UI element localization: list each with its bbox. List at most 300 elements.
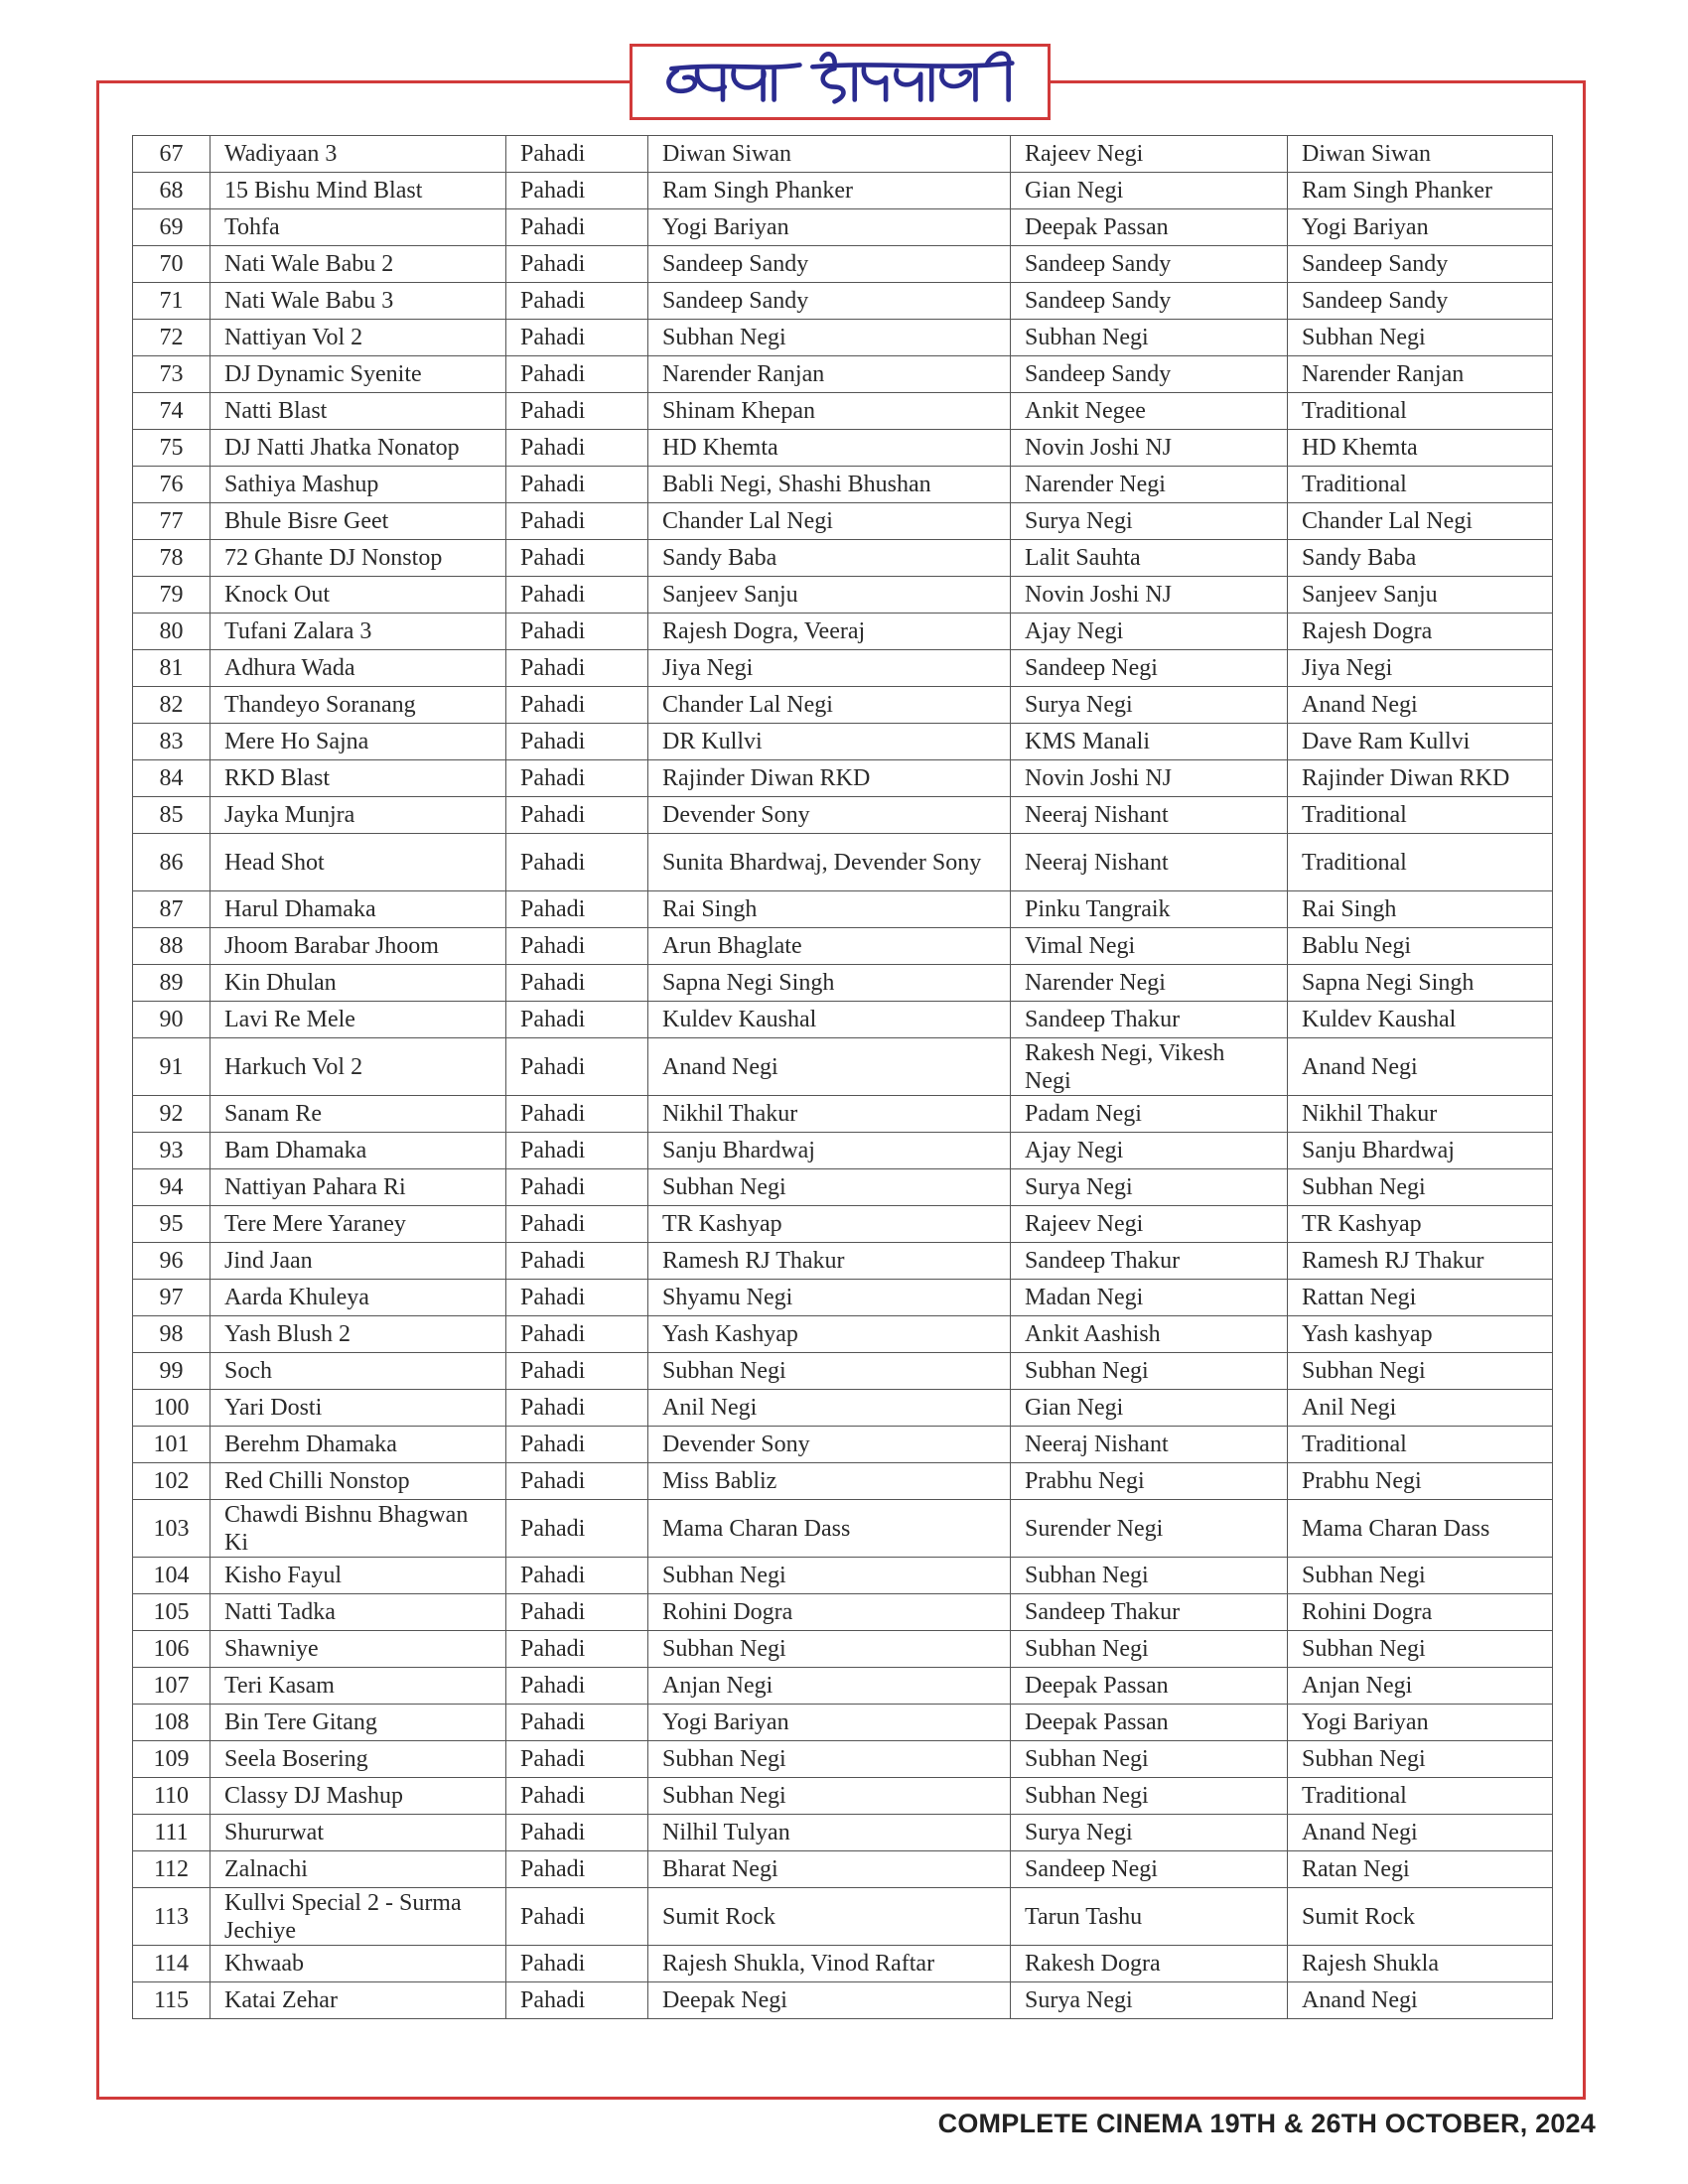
singer-cell: Shyamu Negi [648,1280,1011,1316]
singer-cell: Subhan Negi [648,1558,1011,1594]
serial-number-cell: 112 [133,1851,211,1888]
singer-cell: Sapna Negi Singh [648,965,1011,1002]
singer-cell: Anil Negi [648,1390,1011,1427]
singer-cell: Sandeep Sandy [648,246,1011,283]
shubh-dipawali-logo [630,44,1051,120]
title-cell: Classy DJ Mashup [211,1778,506,1815]
title-cell: Nattiyan Vol 2 [211,320,506,356]
title-cell: Tere Mere Yaraney [211,1206,506,1243]
table-row [133,246,1553,283]
language-cell: Pahadi [506,1558,648,1594]
song-credits-table-body [133,136,1553,2019]
serial-number-cell: 77 [133,503,211,540]
lyrics-cell: Chander Lal Negi [1288,503,1553,540]
music-cell: Subhan Negi [1011,1631,1288,1668]
music-cell: Ankit Aashish [1011,1316,1288,1353]
table-row [133,356,1553,393]
music-cell: Gian Negi [1011,1390,1288,1427]
language-cell: Pahadi [506,1741,648,1778]
title-cell: Kisho Fayul [211,1558,506,1594]
music-cell: Madan Negi [1011,1280,1288,1316]
table-row [133,1668,1553,1705]
singer-cell: Yogi Bariyan [648,209,1011,246]
serial-number-cell: 83 [133,724,211,760]
title-cell: 15 Bishu Mind Blast [211,173,506,209]
singer-cell: Rajinder Diwan RKD [648,760,1011,797]
singer-cell: Ramesh RJ Thakur [648,1243,1011,1280]
serial-number-cell: 89 [133,965,211,1002]
serial-number-cell: 90 [133,1002,211,1038]
serial-number-cell: 94 [133,1169,211,1206]
singer-cell: Sanjeev Sanju [648,577,1011,614]
serial-number-cell: 106 [133,1631,211,1668]
title-cell: Chawdi Bishnu Bhagwan Ki [211,1500,506,1558]
lyrics-cell: Bablu Negi [1288,928,1553,965]
serial-number-cell: 73 [133,356,211,393]
title-cell: Lavi Re Mele [211,1002,506,1038]
serial-number-cell: 98 [133,1316,211,1353]
music-cell: Neeraj Nishant [1011,1427,1288,1463]
music-cell: Narender Negi [1011,467,1288,503]
singer-cell: Rajesh Dogra, Veeraj [648,614,1011,650]
singer-cell: Sandy Baba [648,540,1011,577]
language-cell: Pahadi [506,834,648,891]
serial-number-cell: 93 [133,1133,211,1169]
title-cell: DJ Natti Jhatka Nonatop [211,430,506,467]
lyrics-cell: Rajesh Shukla [1288,1946,1553,1982]
title-cell: Berehm Dhamaka [211,1427,506,1463]
footer-publication-line: COMPLETE CINEMA 19TH & 26TH OCTOBER, 2024 [937,2109,1596,2138]
table-row [133,760,1553,797]
music-cell: Novin Joshi NJ [1011,430,1288,467]
music-cell: Padam Negi [1011,1096,1288,1133]
singer-cell: Subhan Negi [648,1631,1011,1668]
music-cell: Deepak Passan [1011,209,1288,246]
table-row [133,1778,1553,1815]
serial-number-cell: 97 [133,1280,211,1316]
lyrics-cell: Subhan Negi [1288,1558,1553,1594]
serial-number-cell: 99 [133,1353,211,1390]
language-cell: Pahadi [506,687,648,724]
singer-cell: Babli Negi, Shashi Bhushan [648,467,1011,503]
table-row [133,724,1553,760]
title-cell: Adhura Wada [211,650,506,687]
table-row [133,503,1553,540]
singer-cell: Deepak Negi [648,1982,1011,2019]
table-row [133,650,1553,687]
language-cell: Pahadi [506,1594,648,1631]
singer-cell: Nilhil Tulyan [648,1815,1011,1851]
language-cell: Pahadi [506,430,648,467]
singer-cell: Ram Singh Phanker [648,173,1011,209]
singer-cell: Mama Charan Dass [648,1500,1011,1558]
lyrics-cell: Traditional [1288,1427,1553,1463]
title-cell: Zalnachi [211,1851,506,1888]
music-cell: Surya Negi [1011,1982,1288,2019]
lyrics-cell: TR Kashyap [1288,1206,1553,1243]
music-cell: Subhan Negi [1011,320,1288,356]
singer-cell: Nikhil Thakur [648,1096,1011,1133]
singer-cell: Miss Babliz [648,1463,1011,1500]
language-cell: Pahadi [506,1500,648,1558]
title-cell: Kin Dhulan [211,965,506,1002]
language-cell: Pahadi [506,1206,648,1243]
serial-number-cell: 109 [133,1741,211,1778]
title-cell: Bin Tere Gitang [211,1705,506,1741]
music-cell: Subhan Negi [1011,1778,1288,1815]
language-cell: Pahadi [506,891,648,928]
title-cell: Head Shot [211,834,506,891]
table-row [133,1741,1553,1778]
table-row [133,136,1553,173]
language-cell: Pahadi [506,1631,648,1668]
language-cell: Pahadi [506,1353,648,1390]
language-cell: Pahadi [506,246,648,283]
music-cell: Surender Negi [1011,1500,1288,1558]
music-cell: Ankit Negee [1011,393,1288,430]
title-cell: Yari Dosti [211,1390,506,1427]
table-row [133,1243,1553,1280]
language-cell: Pahadi [506,1096,648,1133]
serial-number-cell: 85 [133,797,211,834]
title-cell: Red Chilli Nonstop [211,1463,506,1500]
serial-number-cell: 91 [133,1038,211,1096]
lyrics-cell: Traditional [1288,393,1553,430]
music-cell: Sandeep Negi [1011,1851,1288,1888]
singer-cell: Sanju Bhardwaj [648,1133,1011,1169]
language-cell: Pahadi [506,1243,648,1280]
music-cell: Deepak Passan [1011,1668,1288,1705]
music-cell: Neeraj Nishant [1011,797,1288,834]
lyrics-cell: Rai Singh [1288,891,1553,928]
language-cell: Pahadi [506,1038,648,1096]
table-row [133,430,1553,467]
language-cell: Pahadi [506,614,648,650]
lyrics-cell: Yogi Bariyan [1288,1705,1553,1741]
title-cell: Bhule Bisre Geet [211,503,506,540]
table-row [133,1427,1553,1463]
lyrics-cell: Subhan Negi [1288,320,1553,356]
lyrics-cell: Traditional [1288,1778,1553,1815]
singer-cell: TR Kashyap [648,1206,1011,1243]
serial-number-cell: 95 [133,1206,211,1243]
serial-number-cell: 105 [133,1594,211,1631]
singer-cell: Diwan Siwan [648,136,1011,173]
serial-number-cell: 72 [133,320,211,356]
music-cell: Sandeep Sandy [1011,283,1288,320]
lyrics-cell: Ratan Negi [1288,1851,1553,1888]
language-cell: Pahadi [506,1705,648,1741]
title-cell: Sanam Re [211,1096,506,1133]
singer-cell: Shinam Khepan [648,393,1011,430]
music-cell: Neeraj Nishant [1011,834,1288,891]
music-cell: Subhan Negi [1011,1558,1288,1594]
table-row [133,1851,1553,1888]
lyrics-cell: Ramesh RJ Thakur [1288,1243,1553,1280]
music-cell: Subhan Negi [1011,1741,1288,1778]
lyrics-cell: Kuldev Kaushal [1288,1002,1553,1038]
lyrics-cell: Subhan Negi [1288,1353,1553,1390]
table-row [133,797,1553,834]
singer-cell: Chander Lal Negi [648,687,1011,724]
lyrics-cell: Sandeep Sandy [1288,283,1553,320]
serial-number-cell: 110 [133,1778,211,1815]
lyrics-cell: Mama Charan Dass [1288,1500,1553,1558]
table-row [133,320,1553,356]
music-cell: Surya Negi [1011,687,1288,724]
table-row [133,1316,1553,1353]
music-cell: Tarun Tashu [1011,1888,1288,1946]
lyrics-cell: Narender Ranjan [1288,356,1553,393]
table-row [133,577,1553,614]
singer-cell: Devender Sony [648,797,1011,834]
music-cell: Sandeep Sandy [1011,356,1288,393]
title-cell: Tohfa [211,209,506,246]
serial-number-cell: 76 [133,467,211,503]
singer-cell: Kuldev Kaushal [648,1002,1011,1038]
title-cell: Thandeyo Soranang [211,687,506,724]
singer-cell: Jiya Negi [648,650,1011,687]
language-cell: Pahadi [506,467,648,503]
language-cell: Pahadi [506,1778,648,1815]
language-cell: Pahadi [506,209,648,246]
language-cell: Pahadi [506,1982,648,2019]
music-cell: Subhan Negi [1011,1353,1288,1390]
serial-number-cell: 69 [133,209,211,246]
language-cell: Pahadi [506,577,648,614]
lyrics-cell: Traditional [1288,834,1553,891]
serial-number-cell: 75 [133,430,211,467]
lyrics-cell: Anand Negi [1288,687,1553,724]
serial-number-cell: 104 [133,1558,211,1594]
language-cell: Pahadi [506,283,648,320]
title-cell: Bam Dhamaka [211,1133,506,1169]
serial-number-cell: 108 [133,1705,211,1741]
lyrics-cell: Sandy Baba [1288,540,1553,577]
title-cell: Soch [211,1353,506,1390]
lyrics-cell: Prabhu Negi [1288,1463,1553,1500]
lyrics-cell: Diwan Siwan [1288,136,1553,173]
lyrics-cell: Rajesh Dogra [1288,614,1553,650]
serial-number-cell: 67 [133,136,211,173]
singer-cell: Subhan Negi [648,1741,1011,1778]
lyrics-cell: Traditional [1288,797,1553,834]
title-cell: Nati Wale Babu 3 [211,283,506,320]
lyrics-cell: Sumit Rock [1288,1888,1553,1946]
table-row [133,1888,1553,1946]
music-cell: Narender Negi [1011,965,1288,1002]
lyrics-cell: Sapna Negi Singh [1288,965,1553,1002]
singer-cell: Anand Negi [648,1038,1011,1096]
title-cell: Kullvi Special 2 - Surma Jechiye [211,1888,506,1946]
table-row [133,1463,1553,1500]
table-row [133,1353,1553,1390]
title-cell: Jhoom Barabar Jhoom [211,928,506,965]
lyrics-cell: Traditional [1288,467,1553,503]
table-row [133,467,1553,503]
lyrics-cell: Yash kashyap [1288,1316,1553,1353]
singer-cell: HD Khemta [648,430,1011,467]
serial-number-cell: 113 [133,1888,211,1946]
serial-number-cell: 114 [133,1946,211,1982]
serial-number-cell: 111 [133,1815,211,1851]
table-row [133,1002,1553,1038]
table-row [133,1705,1553,1741]
music-cell: Vimal Negi [1011,928,1288,965]
lyrics-cell: HD Khemta [1288,430,1553,467]
singer-cell: Arun Bhaglate [648,928,1011,965]
music-cell: Prabhu Negi [1011,1463,1288,1500]
language-cell: Pahadi [506,724,648,760]
table-row [133,1280,1553,1316]
table-row [133,1169,1553,1206]
language-cell: Pahadi [506,393,648,430]
music-cell: Sandeep Negi [1011,650,1288,687]
language-cell: Pahadi [506,320,648,356]
serial-number-cell: 88 [133,928,211,965]
title-cell: Khwaab [211,1946,506,1982]
language-cell: Pahadi [506,1815,648,1851]
music-cell: Gian Negi [1011,173,1288,209]
serial-number-cell: 84 [133,760,211,797]
lyrics-cell: Nikhil Thakur [1288,1096,1553,1133]
serial-number-cell: 92 [133,1096,211,1133]
serial-number-cell: 86 [133,834,211,891]
serial-number-cell: 78 [133,540,211,577]
language-cell: Pahadi [506,136,648,173]
singer-cell: Sandeep Sandy [648,283,1011,320]
lyrics-cell: Sanjeev Sanju [1288,577,1553,614]
lyrics-cell: Dave Ram Kullvi [1288,724,1553,760]
table-row [133,1631,1553,1668]
language-cell: Pahadi [506,1169,648,1206]
title-cell: Shururwat [211,1815,506,1851]
singer-cell: Yogi Bariyan [648,1705,1011,1741]
table-row [133,1038,1553,1096]
singer-cell: Rajesh Shukla, Vinod Raftar [648,1946,1011,1982]
serial-number-cell: 115 [133,1982,211,2019]
singer-cell: Rohini Dogra [648,1594,1011,1631]
music-cell: Surya Negi [1011,503,1288,540]
serial-number-cell: 87 [133,891,211,928]
lyrics-cell: Subhan Negi [1288,1631,1553,1668]
table-row [133,1133,1553,1169]
title-cell: Natti Blast [211,393,506,430]
lyrics-cell: Jiya Negi [1288,650,1553,687]
lyrics-cell: Ram Singh Phanker [1288,173,1553,209]
title-cell: 72 Ghante DJ Nonstop [211,540,506,577]
title-cell: Sathiya Mashup [211,467,506,503]
serial-number-cell: 102 [133,1463,211,1500]
lyrics-cell: Subhan Negi [1288,1169,1553,1206]
singer-cell: Subhan Negi [648,320,1011,356]
music-cell: Sandeep Thakur [1011,1594,1288,1631]
serial-number-cell: 79 [133,577,211,614]
singer-cell: DR Kullvi [648,724,1011,760]
singer-cell: Anjan Negi [648,1668,1011,1705]
table-row [133,393,1553,430]
serial-number-cell: 74 [133,393,211,430]
table-row [133,1206,1553,1243]
title-cell: Wadiyaan 3 [211,136,506,173]
music-cell: Novin Joshi NJ [1011,577,1288,614]
language-cell: Pahadi [506,928,648,965]
singer-cell: Yash Kashyap [648,1316,1011,1353]
title-cell: DJ Dynamic Syenite [211,356,506,393]
serial-number-cell: 101 [133,1427,211,1463]
singer-cell: Chander Lal Negi [648,503,1011,540]
music-cell: Rajeev Negi [1011,136,1288,173]
music-cell: Ajay Negi [1011,1133,1288,1169]
language-cell: Pahadi [506,1888,648,1946]
lyrics-cell: Yogi Bariyan [1288,209,1553,246]
language-cell: Pahadi [506,1946,648,1982]
table-row [133,209,1553,246]
serial-number-cell: 68 [133,173,211,209]
title-cell: Nati Wale Babu 2 [211,246,506,283]
lyrics-cell: Subhan Negi [1288,1741,1553,1778]
lyrics-cell: Anand Negi [1288,1982,1553,2019]
serial-number-cell: 70 [133,246,211,283]
title-cell: Mere Ho Sajna [211,724,506,760]
music-cell: Rakesh Negi, Vikesh Negi [1011,1038,1288,1096]
singer-cell: Devender Sony [648,1427,1011,1463]
singer-cell: Sumit Rock [648,1888,1011,1946]
language-cell: Pahadi [506,1390,648,1427]
table-row [133,834,1553,891]
table-row [133,891,1553,928]
lyrics-cell: Sanju Bhardwaj [1288,1133,1553,1169]
language-cell: Pahadi [506,760,648,797]
music-cell: Sandeep Sandy [1011,246,1288,283]
title-cell: Nattiyan Pahara Ri [211,1169,506,1206]
music-cell: Sandeep Thakur [1011,1243,1288,1280]
lyrics-cell: Rajinder Diwan RKD [1288,760,1553,797]
lyrics-cell: Rohini Dogra [1288,1594,1553,1631]
title-cell: Jind Jaan [211,1243,506,1280]
title-cell: Jayka Munjra [211,797,506,834]
language-cell: Pahadi [506,1133,648,1169]
music-cell: Ajay Negi [1011,614,1288,650]
serial-number-cell: 71 [133,283,211,320]
music-cell: Surya Negi [1011,1815,1288,1851]
table-row [133,614,1553,650]
singer-cell: Bharat Negi [648,1851,1011,1888]
language-cell: Pahadi [506,650,648,687]
language-cell: Pahadi [506,1316,648,1353]
language-cell: Pahadi [506,540,648,577]
music-cell: Deepak Passan [1011,1705,1288,1741]
serial-number-cell: 81 [133,650,211,687]
title-cell: Shawniye [211,1631,506,1668]
singer-cell: Subhan Negi [648,1353,1011,1390]
music-cell: Rajeev Negi [1011,1206,1288,1243]
title-cell: RKD Blast [211,760,506,797]
singer-cell: Sunita Bhardwaj, Devender Sony [648,834,1011,891]
title-cell: Natti Tadka [211,1594,506,1631]
music-cell: Sandeep Thakur [1011,1002,1288,1038]
lyrics-cell: Anand Negi [1288,1815,1553,1851]
music-cell: Rakesh Dogra [1011,1946,1288,1982]
music-cell: Lalit Sauhta [1011,540,1288,577]
serial-number-cell: 96 [133,1243,211,1280]
title-cell: Teri Kasam [211,1668,506,1705]
title-cell: Aarda Khuleya [211,1280,506,1316]
table-row [133,1390,1553,1427]
music-cell: Pinku Tangraik [1011,891,1288,928]
singer-cell: Rai Singh [648,891,1011,928]
lyrics-cell: Anil Negi [1288,1390,1553,1427]
